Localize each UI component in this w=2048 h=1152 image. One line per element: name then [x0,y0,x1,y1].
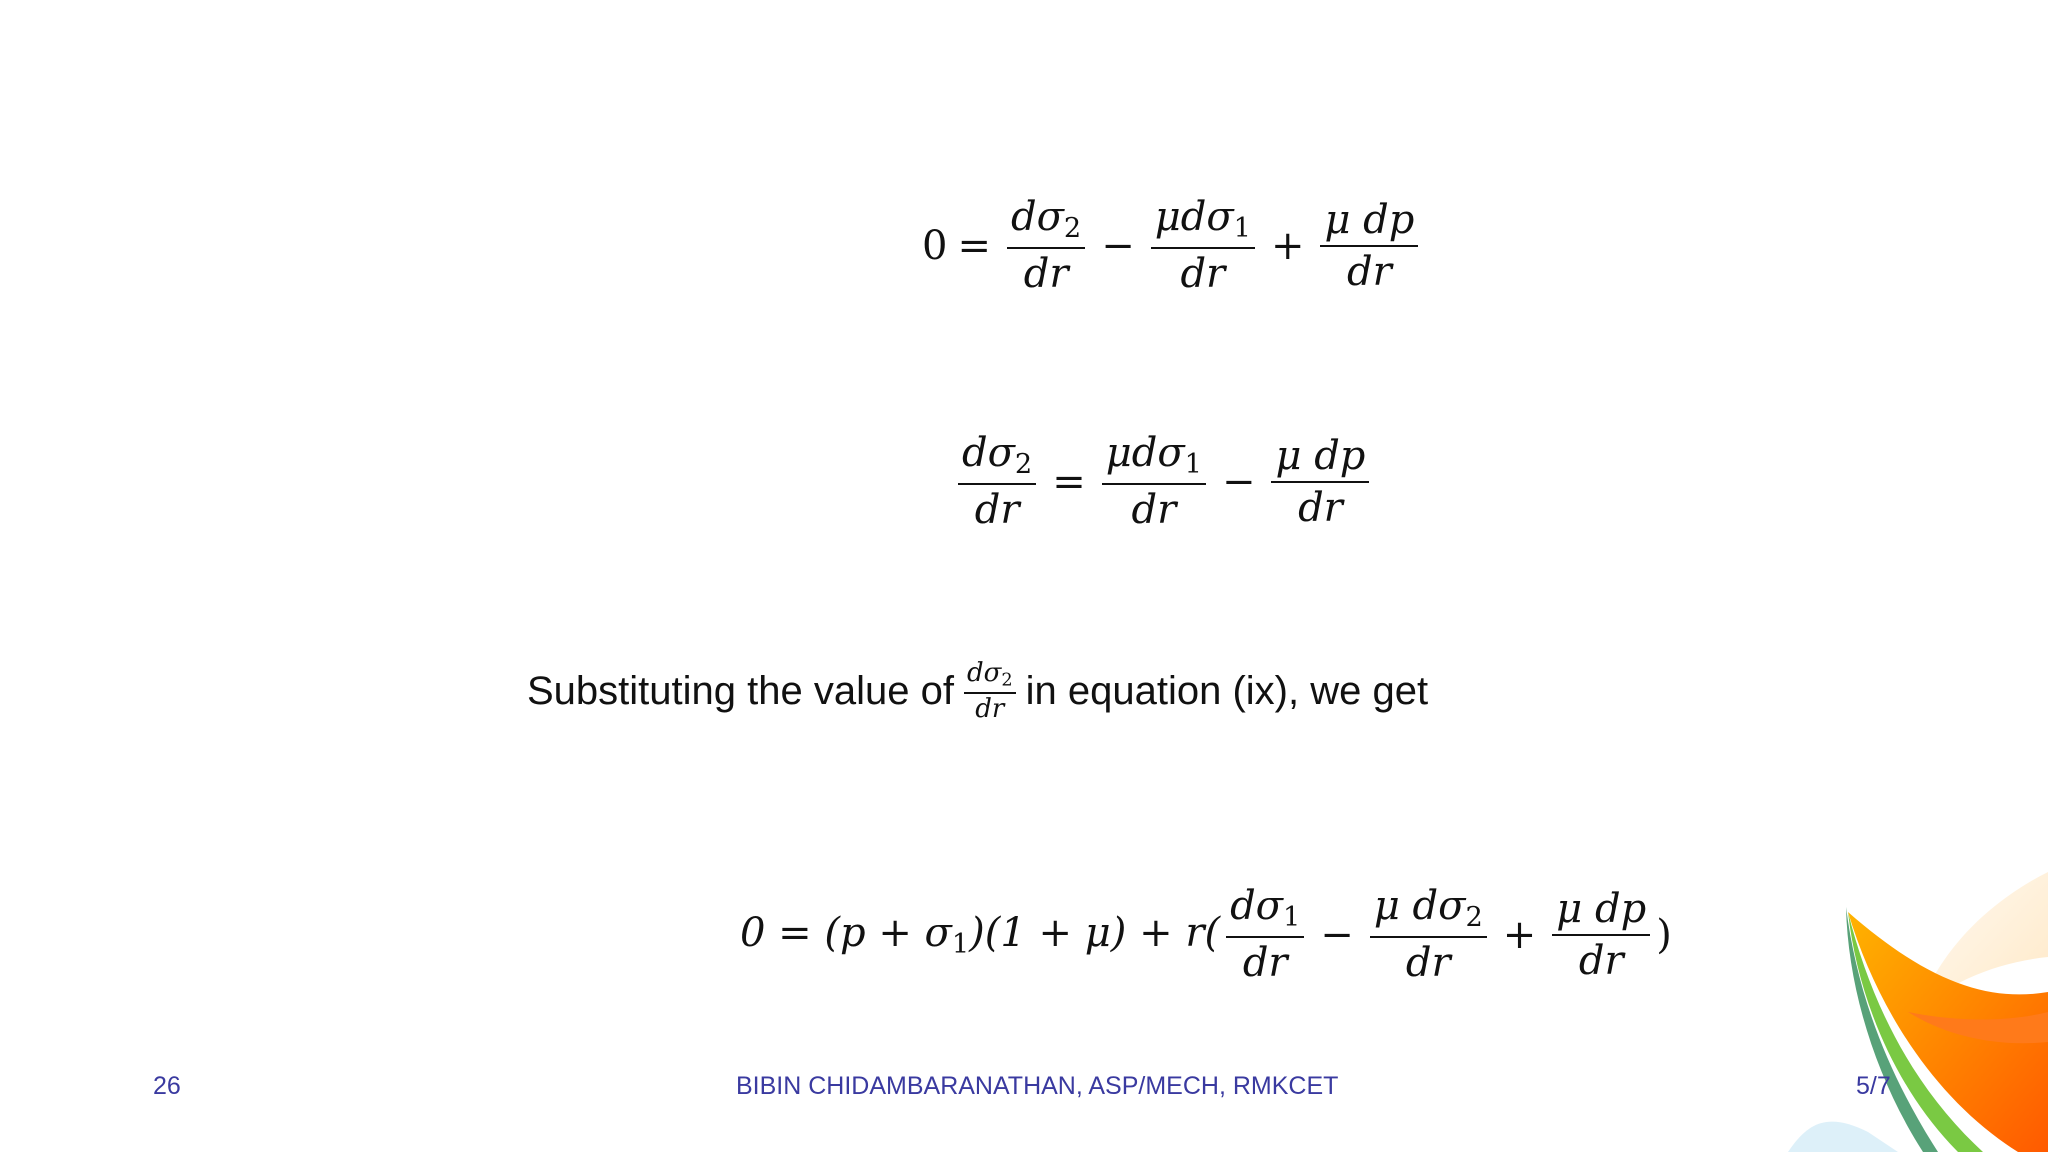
eq1-plus: + [1270,222,1305,269]
eq3-prefix: $0 = (p + \sigma_1)(1 + \mu) + r$( [740,909,1221,960]
substitution-denominator: dr [975,693,1005,724]
eq1-fraction-1 [1007,194,1085,298]
footer-page: 5/7 [1856,1072,1891,1100]
eq3-fraction-3 [1552,885,1650,984]
eq2-f2-denominator: dr [1298,484,1343,531]
eq3-f3-numerator: μ dp [1552,888,1650,936]
eq2-lhs-fraction [958,430,1036,534]
eq1-f1-denominator: dr [1023,251,1069,298]
eq2-fraction-1 [1102,430,1206,534]
substitution-fraction [964,660,1016,723]
footer-author: BIBIN CHIDAMBARANATHAN, ASP/MECH, RMKCET [736,1072,1339,1100]
eq1-fraction-2 [1151,194,1255,298]
eq3-f1-numerator: $d\sigma_1$ [1226,885,1304,938]
substitution-sentence [527,660,1428,723]
eq3-suffix: ) [1656,911,1672,958]
eq3-plus: + [1502,911,1537,958]
eq3-f3-denominator: dr [1578,937,1624,984]
equation-2 [952,430,1375,534]
eq1-fraction-3 [1320,196,1418,295]
eq1-f1-numerator: $d\sigma_2$ [1007,196,1085,249]
substitution-text-before: Substituting the value of [527,669,954,714]
eq3-fraction-2 [1370,883,1487,987]
eq2-lhs-numerator: $d\sigma_2$ [958,432,1036,485]
eq3-f2-denominator: dr [1405,940,1451,987]
eq3-f2-numerator: μ $d\sigma_2$ [1370,885,1487,938]
equation-3 [740,883,1672,987]
eq2-minus: − [1221,458,1256,505]
eq3-fraction-1 [1226,883,1304,987]
eq1-f2-denominator: dr [1180,251,1226,298]
eq2-fraction-2 [1271,432,1369,531]
eq2-equals: = [1052,458,1086,505]
eq1-f3-numerator: μ dp [1320,199,1418,247]
eq3-minus: − [1320,911,1354,958]
equation-1 [922,194,1424,298]
eq2-f1-numerator: μdσ$_1$ [1102,432,1206,485]
eq1-f2-numerator: μdσ$_1$ [1151,196,1255,249]
substitution-text-after: in equation (ix), we get [1025,669,1429,714]
footer-slide-number: 26 [153,1072,181,1100]
eq2-f1-denominator: dr [1131,487,1177,534]
eq1-equals: = [957,222,991,269]
eq1-f3-denominator: dr [1347,248,1392,295]
eq2-f2-numerator: μ dp [1271,435,1369,483]
eq1-minus: − [1101,222,1135,269]
substitution-numerator: $d\sigma_2$ [964,660,1016,694]
eq3-f1-denominator: dr [1242,940,1288,987]
decorative-swoosh-icon [1788,872,2048,1152]
eq2-lhs-denominator: dr [974,487,1020,534]
eq1-lhs: 0 [922,222,948,269]
